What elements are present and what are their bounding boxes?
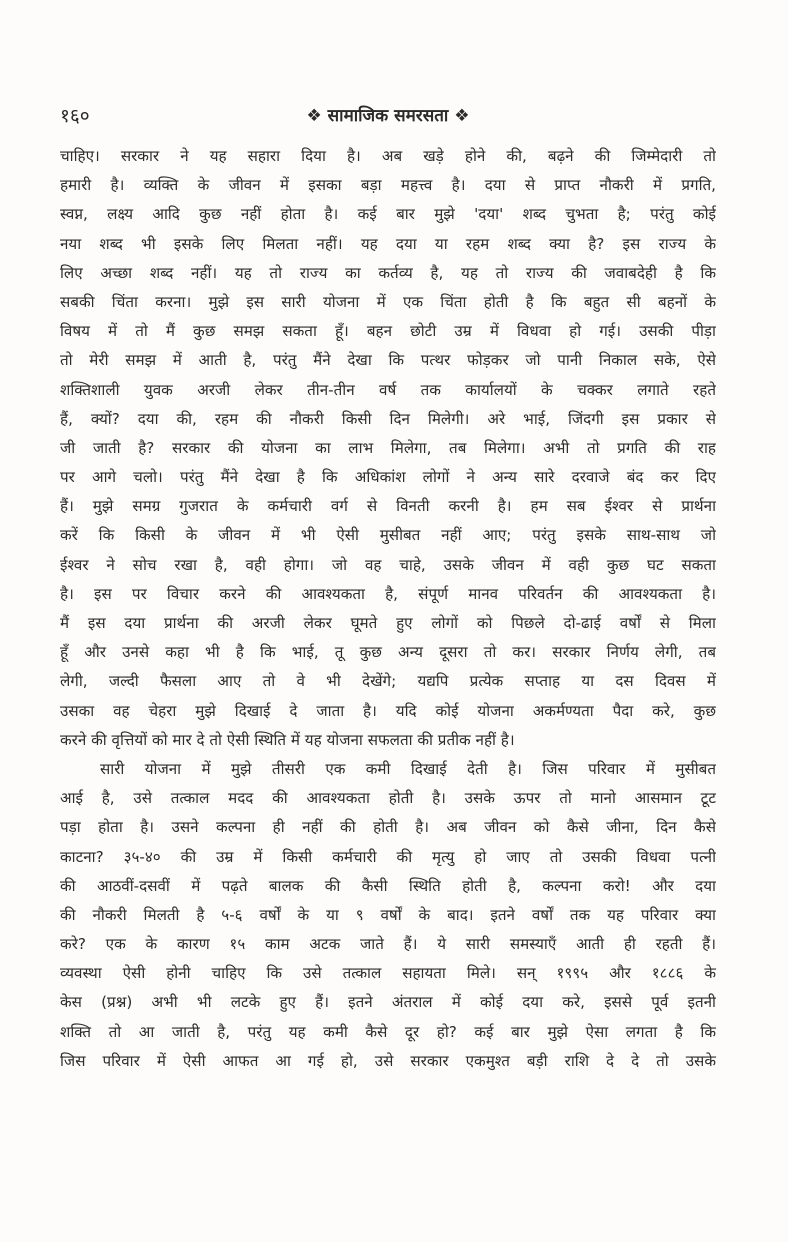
paragraph [60,142,716,755]
text-line: हमारी है। व्यक्ति के जीवन में इसका बड़ा महत्त्व है। दया से प्राप्त नौकरी में प्रगति, [60,176,716,195]
text-line: सबकी चिंता करना। मुझे इस सारी योजना में एक चिंता होती है कि बहुत सी बहनों के [60,292,716,311]
text-line: लेगी, जल्दी फैसला आए तो वे भी देखेंगे; यद्यपि प्रत्येक सप्ताह या दस दिवस में [60,672,716,691]
text-line: हैं, क्यों? दया की, रहम की नौकरी किसी दिन मिलेगी। अरे भाई, जिंदगी इस प्रकार से [60,409,716,428]
text-line: शक्ति तो आ जाती है, परंतु यह कमी कैसे दूर हो? कई बार मुझे ऐसा लगता है कि [60,1022,716,1041]
page-header [60,102,716,130]
text-line: करने की वृत्तियों को मार दे तो ऐसी स्थिति में यह योजना सफलता की प्रतीक नहीं है। [60,730,515,749]
text-line: सारी योजना में मुझे तीसरी एक कमी दिखाई देती है। जिस परिवार में मुसीबत [100,759,716,778]
page-number: १६० [60,105,90,127]
text-line: जी जाती है? सरकार की योजना का लाभ मिलेगा, तब मिलेगा। अभी तो प्रगति की राह [60,438,716,457]
text-line: लिए अच्छा शब्द नहीं। यह तो राज्य का कर्तव्य है, यह तो राज्य की जवाबदेही है कि [60,263,716,282]
text-line: जिस परिवार में ऐसी आफत आ गई हो, उसे सरकार एकमुश्त बड़ी राशि दे दे तो उसके [60,1051,716,1070]
text-line: पर आगे चलो। परंतु मैंने देखा है कि अधिकांश लोगों ने अन्य सारे दरवाजे बंद कर दिए [60,468,716,487]
text-line: हूँ और उनसे कहा भी है कि भाई, तू कुछ अन्य दूसरा तो कर। सरकार निर्णय लेगी, तब [60,643,716,662]
text-line: हैं। मुझे समग्र गुजरात के कर्मचारी वर्ग से विनती करनी है। हम सब ईश्वर से प्रार्थना [60,497,716,516]
text-line: काटना? ३५-४० की उम्र में किसी कर्मचारी की मृत्यु हो जाए तो उसकी विधवा पत्नी [60,847,716,866]
text-line: मैं इस दया प्रार्थना की अरजी लेकर घूमते हुए लोगों को पिछले दो-ढाई वर्षों से मिला [60,614,716,632]
text-line: उसका वह चेहरा मुझे दिखाई दे जाता है। यदि कोई योजना अकर्मण्यता पैदा करे, कुछ [60,701,716,720]
text-line: करे? एक के कारण १५ काम अटक जाते हैं। ये सारी समस्याएँ आती ही रहती हैं। [60,935,716,954]
text-line: तो मेरी समझ में आती है, परंतु मैंने देखा कि पत्थर फोड़कर जो पानी निकाल सके, ऐसे [60,351,716,370]
text-line: करें कि किसी के जीवन में भी ऐसी मुसीबत नहीं आए; परंतु इसके साथ-साथ जो [60,526,716,545]
text-line: नया शब्द भी इसके लिए मिलता नहीं। यह दया या रहम शब्द क्या है? इस राज्य के [60,234,716,253]
text-line: शक्तिशाली युवक अरजी लेकर तीन-तीन वर्ष तक कार्यालयों के चक्कर लगाते रहते [60,380,716,399]
text-line: ईश्वर ने सोच रखा है, वही होगा। जो वह चाहे, उसके जीवन में वही कुछ घट सकता [60,555,716,574]
paragraph [60,755,716,1076]
text-line: विषय में तो मैं कुछ समझ सकता हूँ। बहन छोटी उम्र में विधवा हो गई। उसकी पीड़ा [60,322,716,341]
text-line: चाहिए। सरकार ने यह सहारा दिया है। अब खड़े होने की, बढ़ने की जिम्मेदारी तो [60,147,716,165]
text-line: स्वप्न, लक्ष्य आदि कुछ नहीं होता है। कई बार मुझे 'दया' शब्द चुभता है; परंतु कोई [60,205,716,224]
running-title: ❖ सामाजिक समरसता ❖ [306,106,470,126]
text-line: पड़ा होता है। उसने कल्पना ही नहीं की होती है। अब जीवन को कैसे जीना, दिन कैसे [60,818,716,837]
text-line: की नौकरी मिलती है ५-६ वर्षों के या ९ वर्षों के बाद। इतने वर्षों तक यह परिवार क्या [60,905,716,924]
text-line: आई है, उसे तत्काल मदद की आवश्यकता होती है। उसके ऊपर तो मानो आसमान टूट [60,789,716,808]
text-line: है। इस पर विचार करने की आवश्यकता है, संपूर्ण मानव परिवर्तन की आवश्यकता है। [60,584,716,603]
text-line: केस (प्रश्न) अभी भी लटके हुए हैं। इतने अंतराल में कोई दया करे, इससे पूर्व इतनी [60,993,716,1012]
body-text [60,142,716,1076]
text-line: की आठवीं-दसवीं में पढ़ते बालक की कैसी स्थिति होती है, कल्पना करो! और दया [60,876,716,895]
text-line: व्यवस्था ऐसी होनी चाहिए कि उसे तत्काल सहायता मिले। सन् १९९५ और १८८६ के [60,964,716,983]
